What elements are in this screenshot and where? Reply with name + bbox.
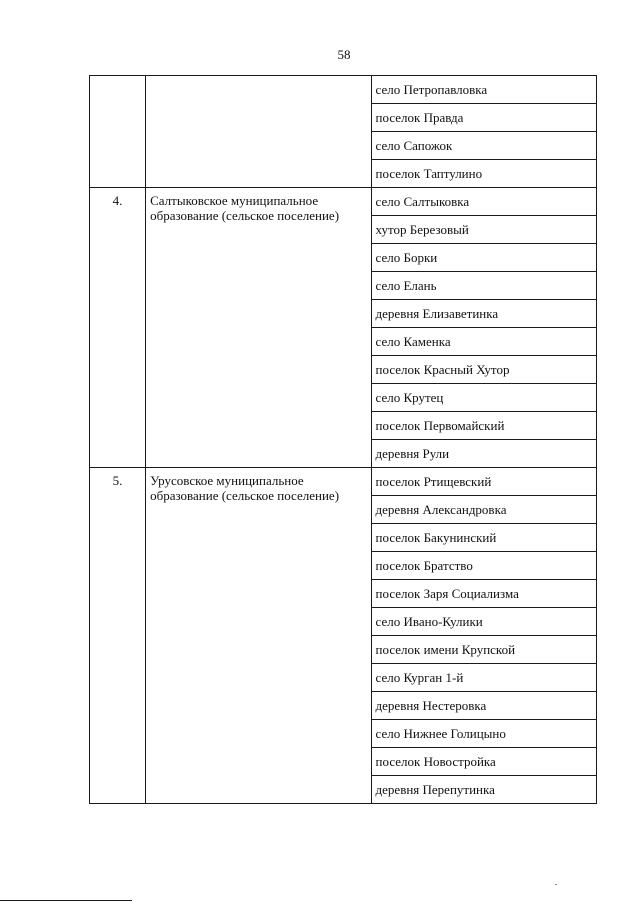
settlement-cell: хутор Березовый — [371, 216, 596, 244]
page-number: 58 — [337, 47, 351, 62]
municipality-number-cell: 5. — [90, 468, 146, 804]
municipality-name-cell: Салтыковское муниципальное образование (сельское поселение) — [146, 188, 371, 468]
settlement-cell: поселок Бакунинский — [371, 524, 596, 552]
footnote-separator — [0, 900, 132, 901]
settlement-cell: деревня Александровка — [371, 496, 596, 524]
settlements-table-body — [90, 76, 597, 804]
settlement-cell: поселок имени Крупской — [371, 636, 596, 664]
settlement-cell: деревня Нестеровка — [371, 692, 596, 720]
settlement-cell: поселок Таптулино — [371, 160, 596, 188]
table-row — [90, 188, 597, 216]
settlement-cell: поселок Красный Хутор — [371, 356, 596, 384]
settlement-cell: село Нижнее Голицыно — [371, 720, 596, 748]
settlement-cell: поселок Правда — [371, 104, 596, 132]
settlement-cell: село Крутец — [371, 384, 596, 412]
settlement-cell: поселок Заря Социализма — [371, 580, 596, 608]
scan-speck — [555, 884, 557, 885]
municipality-name-cell: Урусовское муниципальное образование (сельское поселение) — [146, 468, 371, 804]
settlement-cell: поселок Первомайский — [371, 412, 596, 440]
municipality-number-cell — [90, 76, 146, 188]
settlement-cell: село Елань — [371, 272, 596, 300]
settlement-cell: село Сапожок — [371, 132, 596, 160]
table-row — [90, 76, 597, 104]
settlement-cell: село Каменка — [371, 328, 596, 356]
settlement-cell: деревня Перепутинка — [371, 776, 596, 804]
municipality-number-cell: 4. — [90, 188, 146, 468]
settlement-cell: поселок Новостройка — [371, 748, 596, 776]
settlement-cell: поселок Братство — [371, 552, 596, 580]
settlement-cell: село Салтыковка — [371, 188, 596, 216]
settlement-cell: поселок Ртищевский — [371, 468, 596, 496]
settlement-cell: деревня Рули — [371, 440, 596, 468]
settlement-cell: село Ивано-Кулики — [371, 608, 596, 636]
table-row — [90, 468, 597, 496]
settlement-cell: деревня Елизаветинка — [371, 300, 596, 328]
municipality-name-cell — [146, 76, 371, 188]
settlement-cell: село Петропавловка — [371, 76, 596, 104]
settlement-cell: село Курган 1-й — [371, 664, 596, 692]
settlements-table — [89, 75, 597, 804]
settlement-cell: село Борки — [371, 244, 596, 272]
